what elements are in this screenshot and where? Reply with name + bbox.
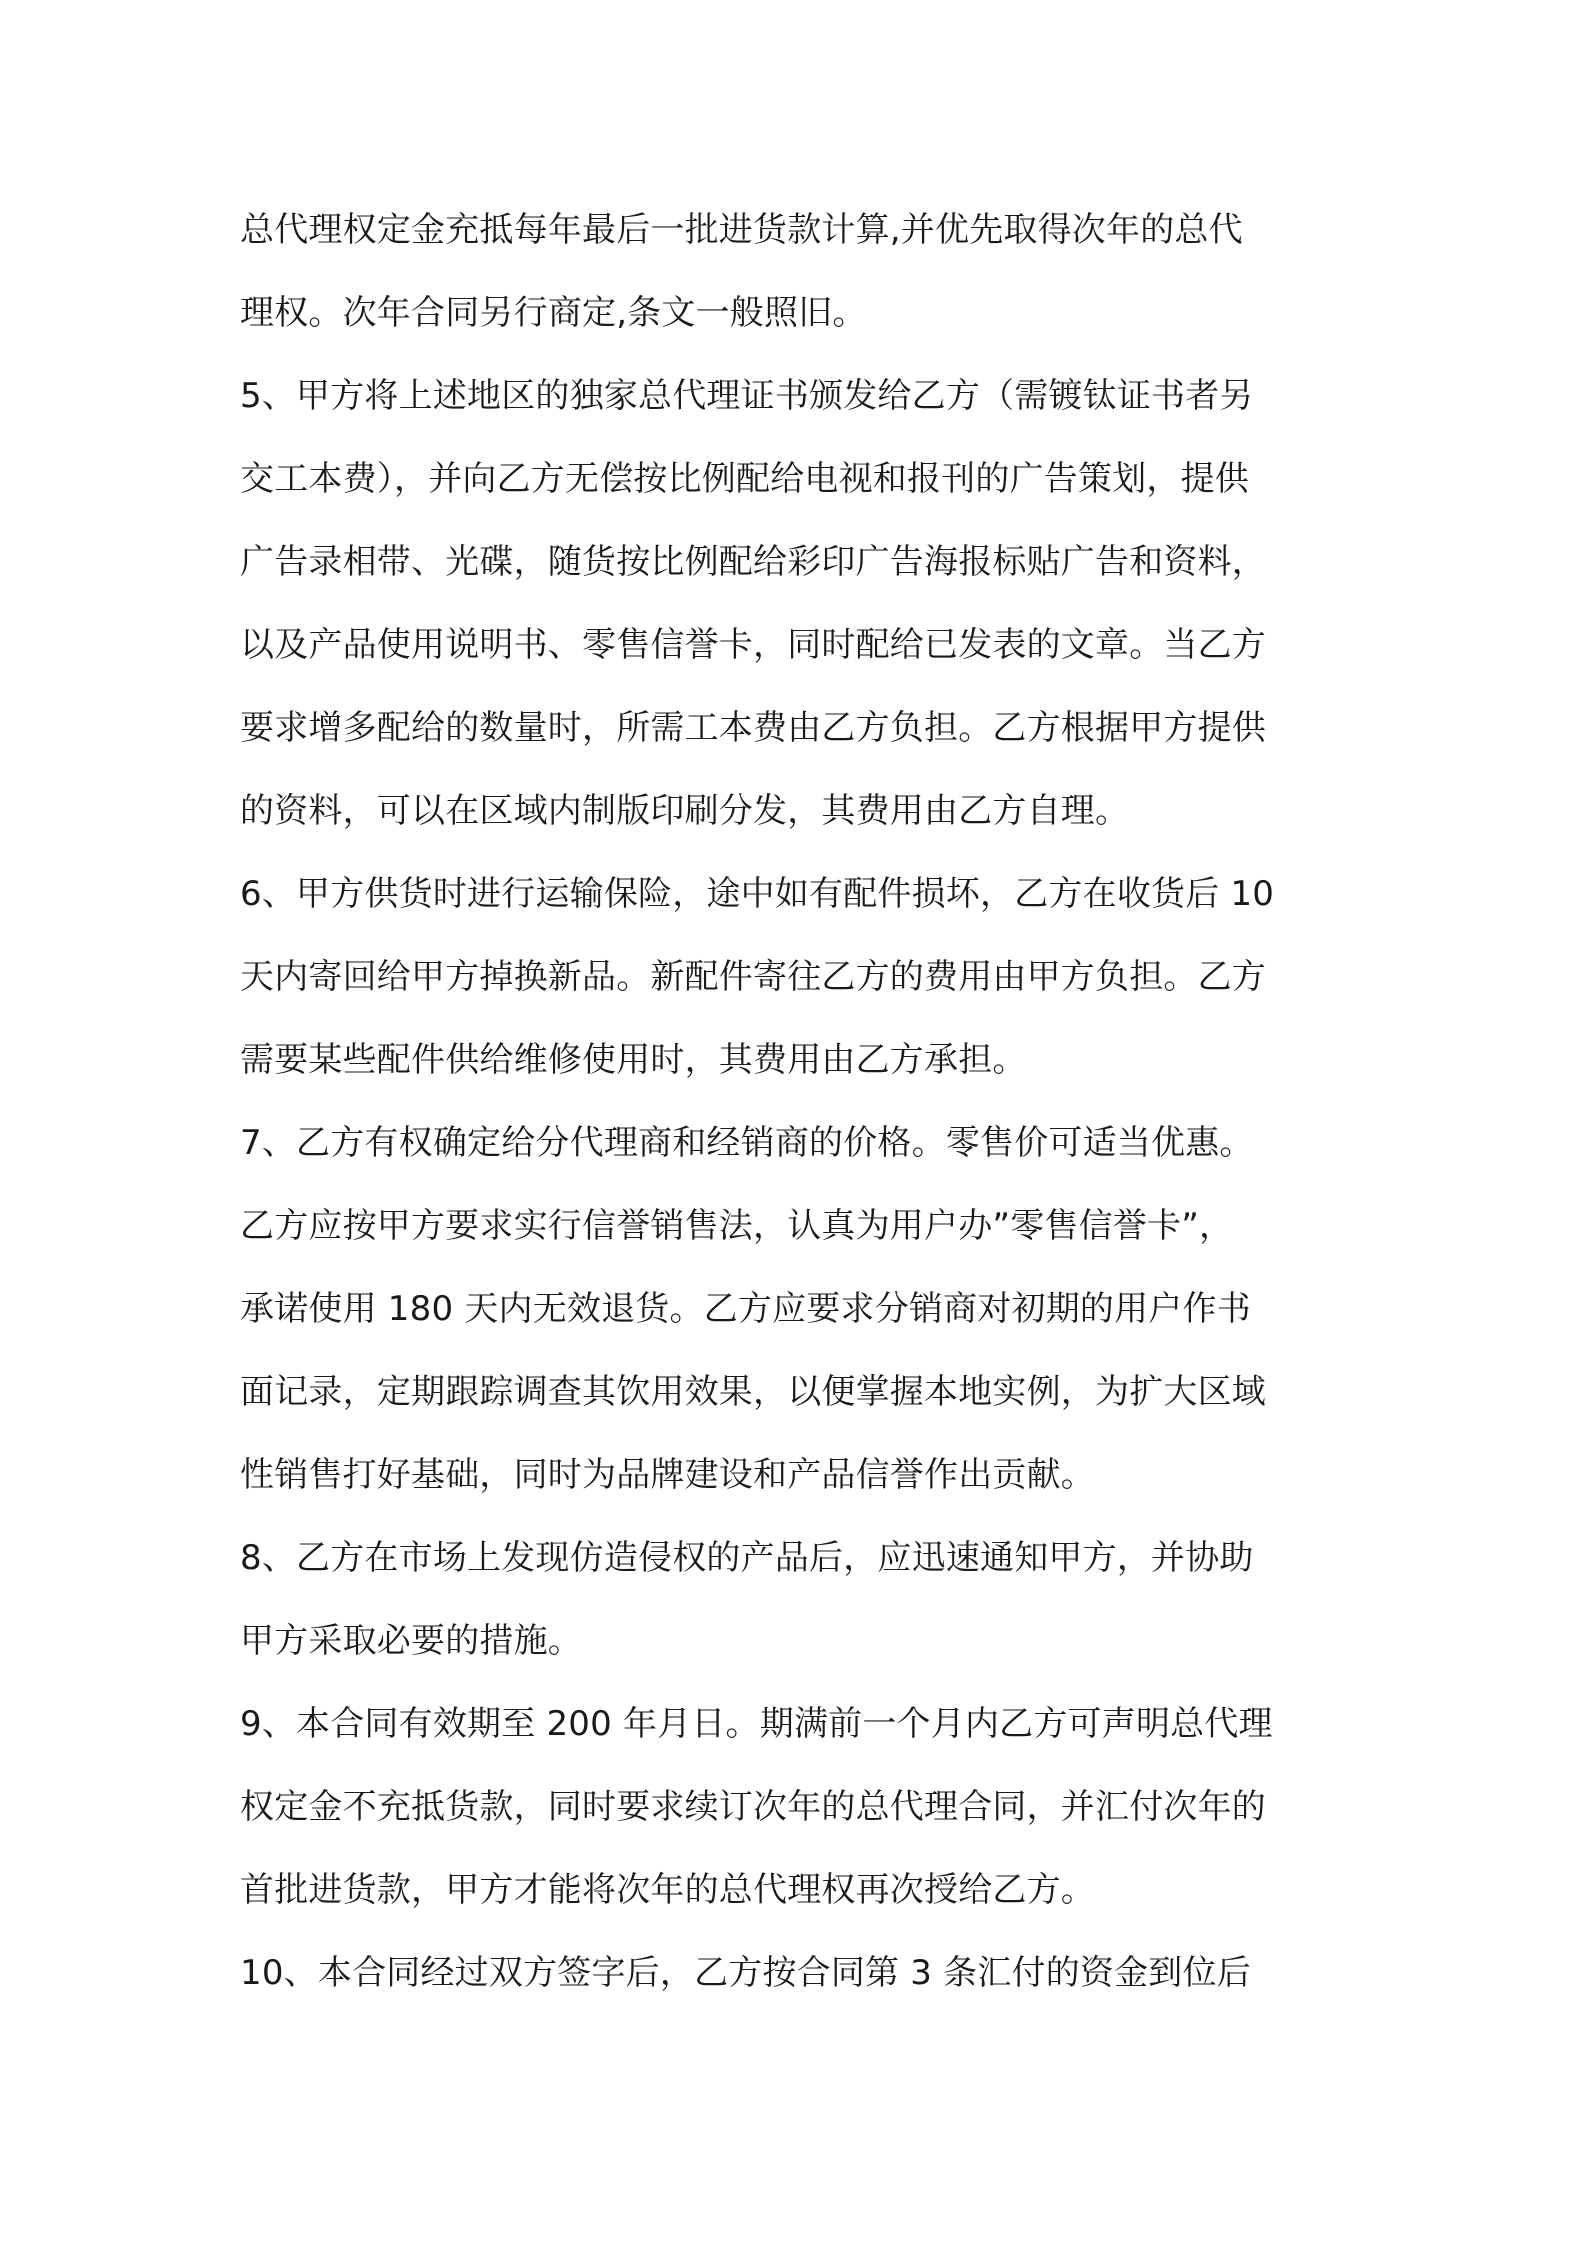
text-line: 8、乙方在市场上发现仿造侵权的产品后，应迅速通知甲方，并协助 [240, 1538, 1254, 1578]
text-line: 广告录相带、光碟，随货按比例配给彩印广告海报标贴广告和资料， [240, 542, 1266, 582]
text-line: 9、本合同有效期至 200 年月日。期满前一个月内乙方可声明总代理 [240, 1704, 1273, 1744]
text-line: 以及产品使用说明书、零售信誉卡，同时配给已发表的文章。当乙方 [240, 625, 1266, 665]
text-line: 总代理权定金充抵每年最后一批进货款计算,并优先取得次年的总代 [240, 210, 1243, 250]
text-line: 理权。次年合同另行商定,条文一般照旧。 [240, 293, 867, 333]
text-line: 5、甲方将上述地区的独家总代理证书颁发给乙方（需镀钛证书者另 [240, 376, 1254, 416]
text-line: 权定金不充抵货款，同时要求续订次年的总代理合同，并汇付次年的 [240, 1787, 1266, 1827]
text-line: 甲方采取必要的措施。 [240, 1621, 582, 1661]
text-line: 要求增多配给的数量时，所需工本费由乙方负担。乙方根据甲方提供 [240, 708, 1266, 748]
text-line: 天内寄回给甲方掉换新品。新配件寄往乙方的费用由甲方负担。乙方 [240, 957, 1266, 997]
text-line: 性销售打好基础，同时为品牌建设和产品信誉作出贡献。 [240, 1455, 1095, 1495]
text-line: 乙方应按甲方要求实行信誉销售法，认真为用户办”零售信誉卡”， [240, 1206, 1234, 1246]
text-line: 的资料，可以在区域内制版印刷分发，其费用由乙方自理。 [240, 791, 1130, 831]
text-line: 面记录，定期跟踪调查其饮用效果，以便掌握本地实例，为扩大区域 [240, 1372, 1266, 1412]
text-line: 6、甲方供货时进行运输保险，途中如有配件损坏，乙方在收货后 10 [240, 874, 1275, 914]
text-line: 承诺使用 180 天内无效退货。乙方应要求分销商对初期的用户作书 [240, 1289, 1251, 1329]
text-line: 需要某些配件供给维修使用时，其费用由乙方承担。 [240, 1040, 1027, 1080]
text-line: 7、乙方有权确定给分代理商和经销商的价格。零售价可适当优惠。 [240, 1123, 1254, 1163]
text-line: 10、本合同经过双方签字后，乙方按合同第 3 条汇付的资金到位后 [240, 1953, 1251, 1993]
text-line: 交工本费），并向乙方无偿按比例配给电视和报刊的广告策划，提供 [240, 459, 1249, 499]
text-line: 首批进货款，甲方才能将次年的总代理权再次授给乙方。 [240, 1870, 1095, 1910]
